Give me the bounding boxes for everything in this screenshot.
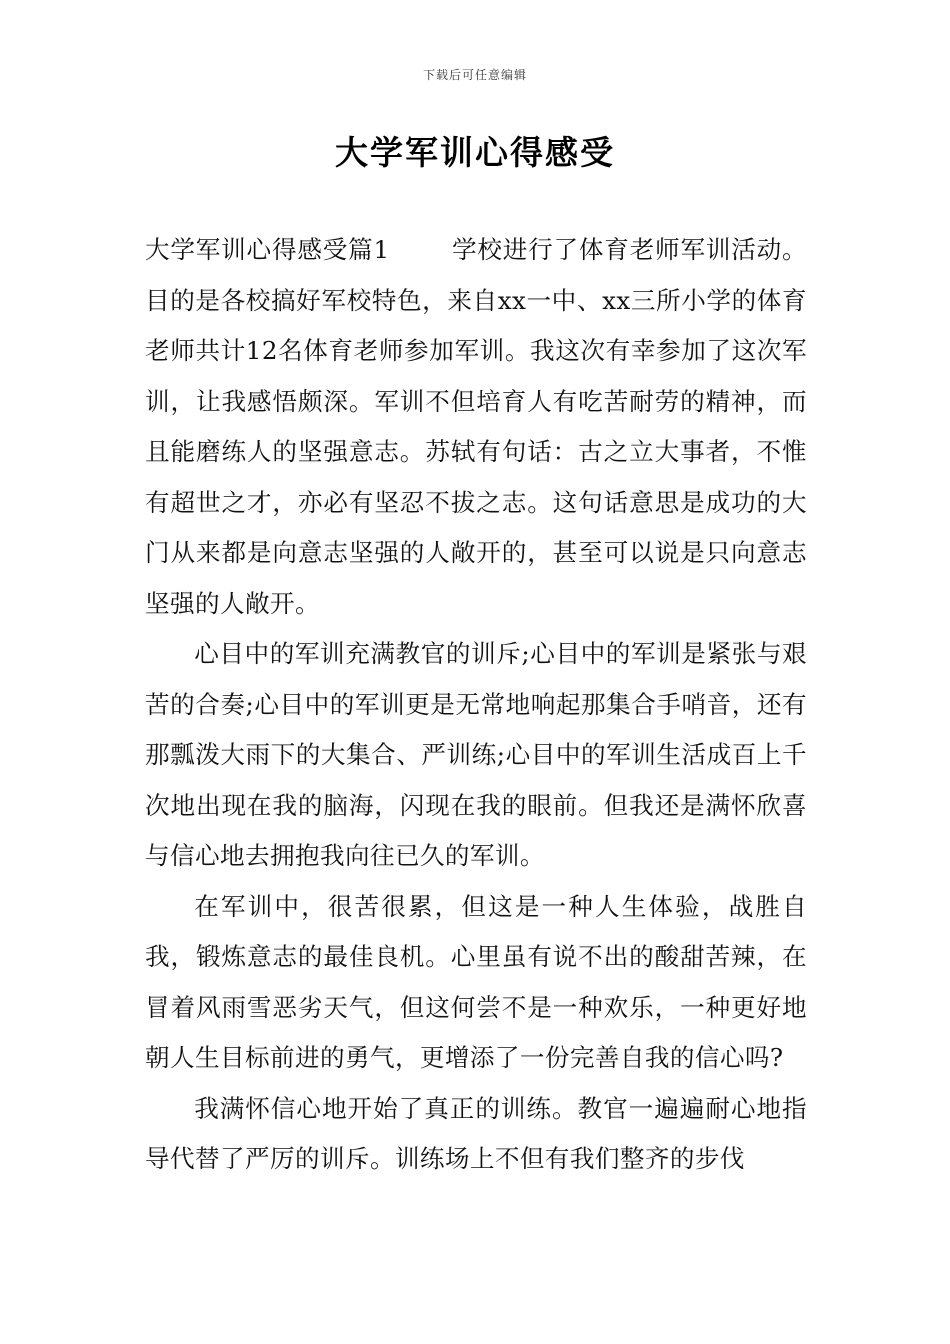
header-note: 下载后可任意编辑 [422,68,527,82]
section-label: 大学军训心得感受篇1 [145,235,390,264]
paragraph-2: 心目中的军训充满教官的训斥;心目中的军训是紧张与艰苦的合奏;心目中的军训更是无常地响起那集合手哨音，还有那瓢泼大雨下的大集合、严训练;心目中的军训生活成百上千次地出现在我的脑海，闪现在我的眼前。但我还是满怀欣喜与信心地去拥抱我向往已久的军训。 [145,639,807,870]
document-title: 大学军训心得感受 [335,133,615,172]
document-body [145,225,807,1185]
paragraph-4: 我满怀信心地开始了真正的训练。教官一遍遍耐心地指导代替了严厉的训斥。训练场上不但有我们整齐的步伐 [145,1093,807,1173]
paragraph-1-text: 学校进行了体育老师军训活动。目的是各校搞好军校特色，来自xx一中、xx三所小学的体育老师共计12名体育老师参加军训。我这次有幸参加了这次军训，让我感悟颇深。军训不但培育人有吃苦耐劳的精神，而且能磨练人的坚强意志。苏轼有句话：古之立大事者，不惟有超世之才，亦必有坚忍不拔之志。这句话意思是成功的大门从来都是向意志坚强的人敞开的，甚至可以说是只向意志坚强的人敞开。 [145,235,807,618]
paragraph-1 [145,225,807,629]
paragraph-3: 在军训中，很苦很累，但这是一种人生体验，战胜自我，锻炼意志的最佳良机。心里虽有说不出的酸甜苦辣，在冒着风雨雪恶劣天气，但这何尝不是一种欢乐，一种更好地朝人生目标前进的勇气，更增添了一份完善自我的信心吗? [145,891,807,1072]
